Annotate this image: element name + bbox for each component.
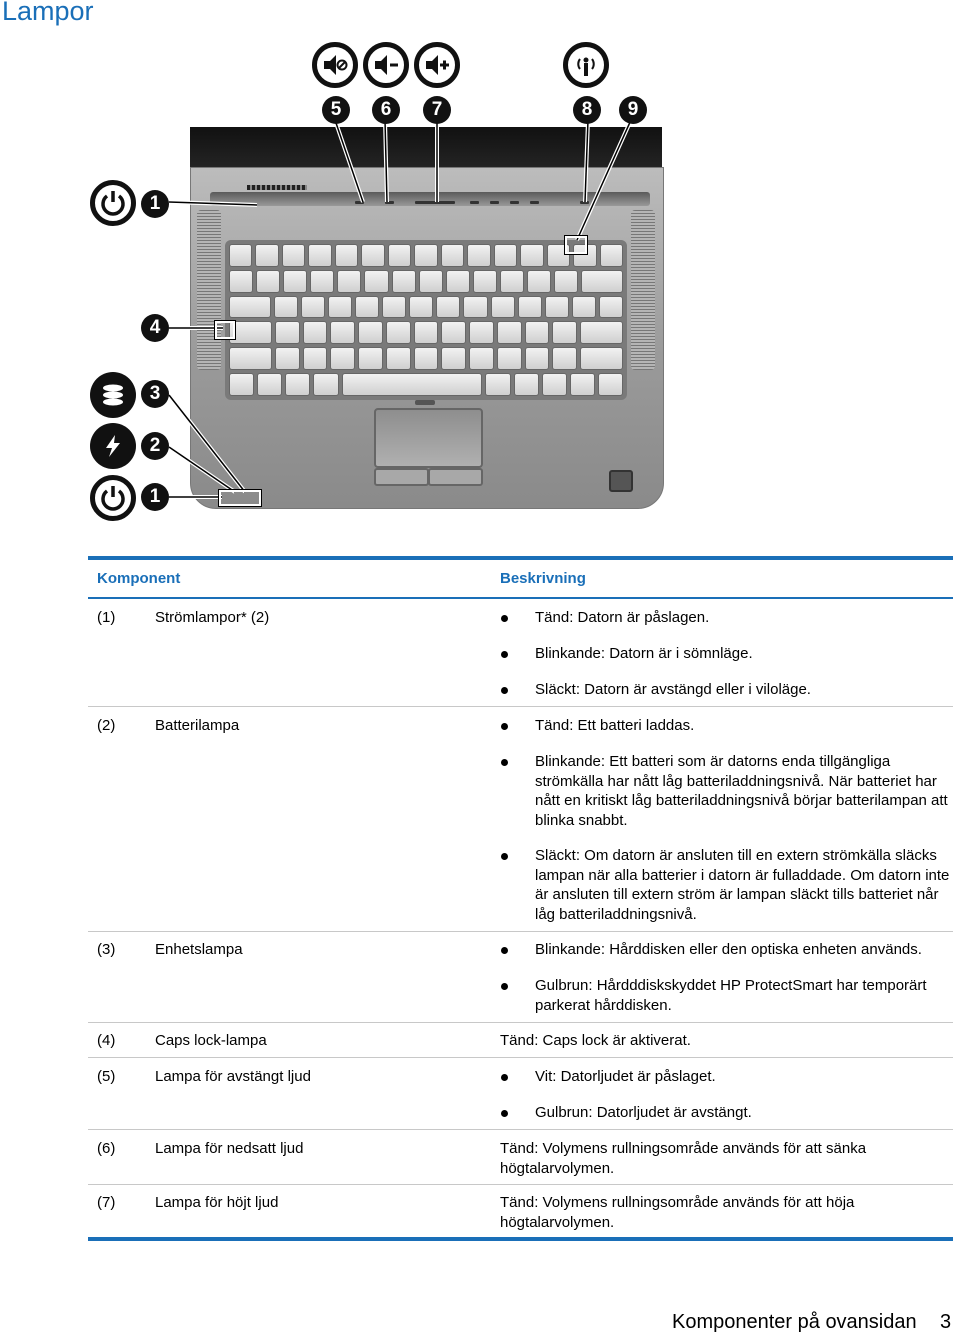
description-bullet: Gulbrun: Datorljudet är avstängt. (535, 1104, 752, 1121)
description-bullet: Släckt: Datorn är avstängd eller i viloläge. (535, 681, 811, 698)
row-divider (88, 1057, 953, 1058)
wireless-led-box (565, 236, 587, 254)
mute-icon (312, 42, 358, 88)
callout-number-4: 4 (141, 314, 169, 342)
callout-number-3: 3 (141, 380, 169, 408)
row-divider (88, 706, 953, 707)
footer-section-title: Komponenter på ovansidan (672, 1311, 917, 1333)
component-name: Lampa för höjt ljud (155, 1194, 279, 1211)
description-bullet: Blinkande: Ett batteri som är datorns enda tillgängliga strömkälla har nått låg batteriladdningsnivå. När batteriet har nått en kritiskt låg batteriladdningsnivå börjar batterilampan att blinka snabbt. (535, 753, 948, 829)
row-divider (88, 1022, 953, 1023)
header-description: Beskrivning (500, 570, 586, 587)
bullet-icon (501, 687, 508, 694)
wireless-icon (563, 42, 609, 88)
drive-icon (90, 372, 136, 418)
bullet-icon (501, 723, 508, 730)
component-name: Batterilampa (155, 717, 240, 734)
row-number: (2) (97, 717, 116, 734)
page-title: Lampor (2, 0, 94, 26)
callout-number-1b: 1 (141, 483, 169, 511)
callout-number-5: 5 (322, 96, 350, 124)
bullet-icon (501, 651, 508, 658)
description-bullet: Tänd: Ett batteri laddas. (535, 717, 695, 734)
bullet-icon (501, 1074, 508, 1081)
bullet-icon (501, 1110, 508, 1117)
description-text: Tänd: Volymens rullningsområde används för att sänka högtalarvolymen. (500, 1140, 867, 1177)
power-icon (90, 475, 136, 521)
row-divider (88, 1129, 953, 1130)
callout-number-6: 6 (372, 96, 400, 124)
row-divider (88, 1184, 953, 1185)
volume-down-icon (363, 42, 409, 88)
callout-number-8: 8 (573, 96, 601, 124)
row-number: (7) (97, 1194, 116, 1211)
bullet-icon (501, 759, 508, 766)
callout-number-9: 9 (619, 96, 647, 124)
description-bullet: Blinkande: Datorn är i sömnläge. (535, 645, 753, 662)
bullet-icon (501, 853, 508, 860)
header-rule (88, 597, 953, 599)
bullet-icon (501, 983, 508, 990)
row-number: (5) (97, 1068, 116, 1085)
callout-number-1: 1 (141, 190, 169, 218)
row-number: (4) (97, 1032, 116, 1049)
callout-number-2: 2 (141, 432, 169, 460)
row-number: (6) (97, 1140, 116, 1157)
description-bullet: Tänd: Datorn är påslagen. (535, 609, 710, 626)
description-text: Tänd: Volymens rullningsområde används för att höja högtalarvolymen. (500, 1194, 855, 1231)
battery-charge-icon (90, 423, 136, 469)
table-bottom-rule (88, 1237, 953, 1241)
component-name: Lampa för nedsatt ljud (155, 1140, 304, 1157)
row-number: (1) (97, 609, 116, 626)
callout-number-7: 7 (423, 96, 451, 124)
component-name: Strömlampor* (2) (155, 609, 270, 626)
description-bullet: Gulbrun: Hårdddiskskyddet HP ProtectSmart har temporärt parkerat hårddisken. (535, 977, 927, 1014)
table-top-rule (88, 556, 953, 560)
caps-lock-led-box (215, 321, 235, 339)
power-icon (90, 180, 136, 226)
component-name: Lampa för avstängt ljud (155, 1068, 311, 1085)
front-led-box (219, 490, 261, 506)
bullet-icon (501, 615, 508, 622)
component-name: Enhetslampa (155, 941, 243, 958)
row-divider (88, 931, 953, 932)
volume-up-icon (414, 42, 460, 88)
component-name: Caps lock-lampa (155, 1032, 267, 1049)
description-bullet: Blinkande: Hårddisken eller den optiska enheten används. (535, 941, 922, 958)
row-number: (3) (97, 941, 116, 958)
description-bullet: Vit: Datorljudet är påslaget. (535, 1068, 716, 1085)
description-bullet: Släckt: Om datorn är ansluten till en extern strömkälla släcks lampan när alla batterier i datorn är fulladdade. Om datorn inte är ansluten till extern ström är lampan släckt tills batteriet når låg batteriladdningsnivå. (535, 847, 950, 923)
laptop-figure (85, 40, 685, 530)
header-component: Komponent (97, 570, 181, 587)
page-number: 3 (940, 1311, 952, 1333)
description-text: Tänd: Caps lock är aktiverat. (500, 1032, 691, 1049)
bullet-icon (501, 947, 508, 954)
